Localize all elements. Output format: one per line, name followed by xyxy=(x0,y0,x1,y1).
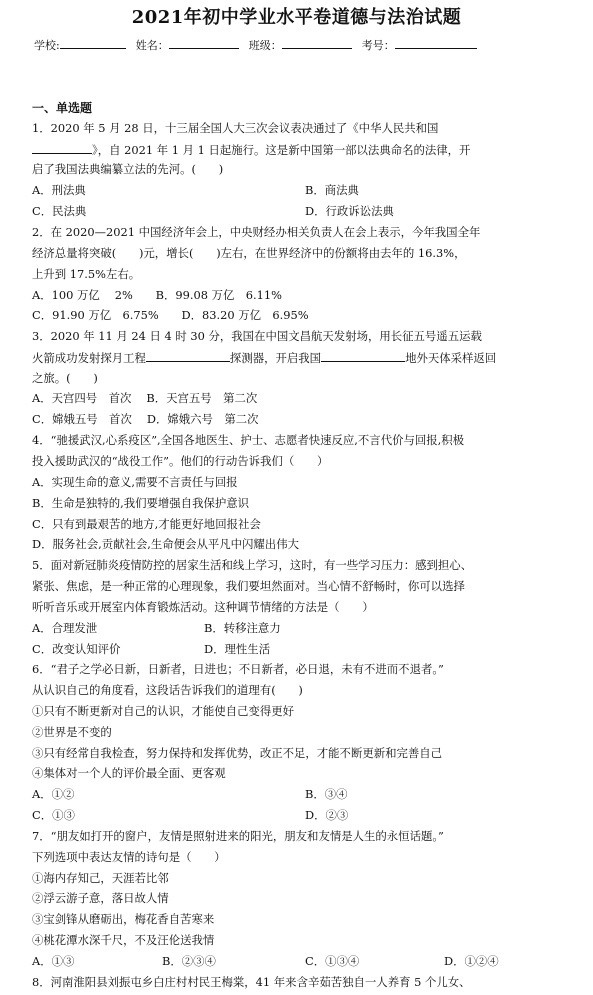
class-label: 班级： xyxy=(248,39,282,52)
q6-option-c[interactable]: C．①③ xyxy=(32,808,75,822)
q1-stem-line-1: 1．2020 年 5 月 28 日，十三届全国人大三次会议表决通过了《中华人民共和国 xyxy=(32,121,439,135)
school-label: 学校: xyxy=(34,39,60,52)
school-blank[interactable] xyxy=(60,37,126,49)
q1-option-c[interactable]: C．民法典 xyxy=(32,204,87,218)
q3-options-cd[interactable]: C．嫦娥五号 首次 D．嫦娥六号 第二次 xyxy=(32,412,259,426)
q7-stem-line-2: 下列选项中表达友情的诗句是（ ） xyxy=(32,850,226,864)
q6-stem-line-1: 6．“君子之学必日新，日新者，日进也；不日新者，必日退，未有不进而不退者。” xyxy=(32,662,444,676)
q1-stem-line-2-text: 》，自 2021 年 1 月 1 日起施行。这是新中国第一部以法典命名的法律，开 xyxy=(92,143,471,157)
student-info-line xyxy=(34,37,477,53)
q2-stem-line-2: 经济总量将突破( )元，增长( )左右，在世界经济中的份额将由去年的 16.3%， xyxy=(32,246,466,260)
q5-option-a[interactable]: A．合理发泄 xyxy=(32,621,98,635)
q3-stem-line-2-b: 探测器，开启我国 xyxy=(229,351,322,365)
q3-stem-line-3: 之旅。( ) xyxy=(32,371,98,385)
q6-option-d[interactable]: D．②③ xyxy=(305,808,349,822)
q3-stem-line-2 xyxy=(32,350,496,365)
q5-stem-line-2: 紧张、焦虑，是一种正常的心理现象，我们要坦然面对。当心情不舒畅时，你可以选择 xyxy=(32,579,465,593)
q2-options-ab[interactable]: A．100 万亿 2% B．99.08 万亿 6.11% xyxy=(32,288,282,302)
q7-option-c[interactable]: C．①③④ xyxy=(305,954,360,968)
q2-stem-line-1: 2．在 2020—2021 中国经济年会上，中央财经办相关负责人在会上表示，今年我国全年 xyxy=(32,225,481,239)
q6-statement-4: ④集体对一个人的评价最全面、更客观 xyxy=(32,766,226,780)
q7-option-b[interactable]: B．②③④ xyxy=(162,954,216,968)
q3-options-ab[interactable]: A．天宫四号 首次 B．天宫五号 第二次 xyxy=(32,391,258,405)
q3-stem-line-2-a: 火箭成功发射探月工程 xyxy=(32,351,146,365)
q4-option-d[interactable]: D．服务社会,贡献社会,生命便会从平凡中闪耀出伟大 xyxy=(32,537,299,551)
q5-option-c[interactable]: C．改变认知评价 xyxy=(32,642,121,656)
class-blank[interactable] xyxy=(282,37,352,49)
q5-stem-line-1: 5．面对新冠肺炎疫情防控的居家生活和线上学习，这时，有一些学习压力：感到担心、 xyxy=(32,558,473,572)
exam-title: 2021年初中学业水平卷道德与法治试题 xyxy=(131,7,462,28)
q4-stem-line-2: 投入援助武汉的“战役工作”。他们的行动告诉我们（ ） xyxy=(32,454,329,468)
q2-stem-line-3: 上升到 17.5%左右。 xyxy=(32,267,141,281)
q3-stem-line-1: 3．2020 年 11 月 24 日 4 时 30 分，我国在中国文昌航天发射场，用长征五号遥五运载 xyxy=(32,329,482,343)
q5-option-b[interactable]: B．转移注意力 xyxy=(204,621,281,635)
q8-stem-line-1: 8．河南淮阳县刘振屯乡白庄村村民王梅棠，41 年来含辛茹苦独自一人养育 5 个儿女、 xyxy=(32,975,471,989)
q7-stem-line-1: 7．“朋友如打开的窗户，友情是照射进来的阳光，朋友和友情是人生的永恒话题。” xyxy=(32,829,444,843)
q1-stem-line-3: 启了我国法典编纂立法的先河。( ) xyxy=(32,162,224,176)
q4-option-c[interactable]: C．只有到最艰苦的地方,才能更好地回报社会 xyxy=(32,517,261,531)
name-label: 姓名： xyxy=(135,39,169,52)
number-label: 考号： xyxy=(361,39,395,52)
q6-option-a[interactable]: A．①② xyxy=(32,787,75,801)
q3-blank-1[interactable] xyxy=(146,350,230,362)
name-blank[interactable] xyxy=(169,37,239,49)
q3-blank-2[interactable] xyxy=(321,350,405,362)
q1-option-a[interactable]: A．刑法典 xyxy=(32,183,86,197)
q6-statement-3: ③只有经常自我检查，努力保持和发挥优势，改正不足，才能不断更新和完善自己 xyxy=(32,746,443,760)
q1-stem-line-2 xyxy=(32,142,470,157)
section-heading: 一、单选题 xyxy=(32,101,93,115)
q4-option-b[interactable]: B．生命是独特的,我们要增强自我保护意识 xyxy=(32,496,250,510)
q2-options-cd[interactable]: C．91.90 万亿 6.75% D．83.20 万亿 6.95% xyxy=(32,308,309,322)
q6-statement-2: ②世界是不变的 xyxy=(32,725,112,739)
q7-statement-2: ②浮云游子意，落日故人情 xyxy=(32,891,169,905)
q5-option-d[interactable]: D．理性生活 xyxy=(204,642,271,656)
q6-option-b[interactable]: B．③④ xyxy=(305,787,348,801)
q6-statement-1: ①只有不断更新对自己的认识，才能使自己变得更好 xyxy=(32,704,294,718)
q3-stem-line-2-c: 地外天体采样返回 xyxy=(405,351,497,365)
q1-option-d[interactable]: D．行政诉讼法典 xyxy=(305,204,394,218)
q7-statement-1: ①海内存知己，天涯若比邻 xyxy=(32,871,169,885)
q6-stem-line-2: 从认识自己的角度看，这段话告诉我们的道理有( ) xyxy=(32,683,303,697)
q5-stem-line-3: 听听音乐或开展室内体育锻炼活动。这种调节情绪的方法是（ ） xyxy=(32,600,374,614)
q1-option-b[interactable]: B．商法典 xyxy=(305,183,359,197)
q7-statement-4: ④桃花潭水深千尺，不及汪伦送我情 xyxy=(32,933,215,947)
q1-answer-blank[interactable] xyxy=(32,142,92,154)
q7-option-a[interactable]: A．①③ xyxy=(32,954,75,968)
q7-option-d[interactable]: D．①②④ xyxy=(444,954,499,968)
q7-statement-3: ③宝剑锋从磨砺出，梅花香自苦寒来 xyxy=(32,912,215,926)
q4-stem-line-1: 4．“驰援武汉,心系疫区”,全国各地医生、护士、志愿者快速反应,不言代价与回报,积极 xyxy=(32,433,465,447)
number-blank[interactable] xyxy=(395,37,477,49)
q4-option-a[interactable]: A．实现生命的意义,需要不言责任与回报 xyxy=(32,475,238,489)
